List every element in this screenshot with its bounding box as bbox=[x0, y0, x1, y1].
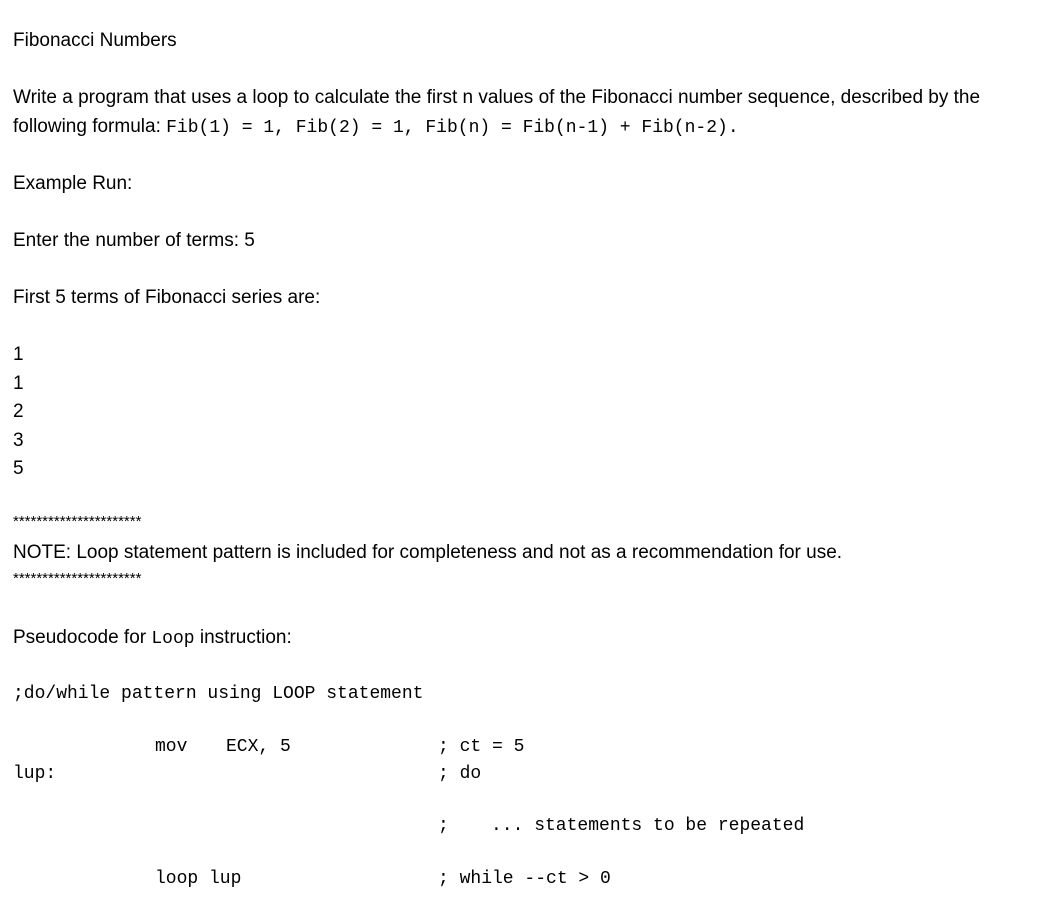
fib-value: 2 bbox=[13, 401, 24, 422]
example-label: Example Run: bbox=[13, 173, 133, 194]
pseudocode-label bbox=[13, 627, 292, 649]
description-prefix: following formula: bbox=[13, 116, 167, 137]
code-body-semicolon: ; bbox=[438, 816, 449, 836]
code-mov-comment: ; ct = 5 bbox=[438, 737, 525, 757]
fib-value: 5 bbox=[13, 458, 24, 479]
code-while-comment: ; while --ct > 0 bbox=[438, 869, 611, 889]
stars-divider-top: ********************** bbox=[13, 513, 142, 530]
code-mov-instruction: mov bbox=[155, 737, 188, 757]
stars-divider-bottom: ********************** bbox=[13, 570, 142, 587]
note-text: NOTE: Loop statement pattern is included for completeness and not as a recommendation for use. bbox=[13, 542, 843, 563]
fib-value: 1 bbox=[13, 373, 24, 394]
code-do-comment: ; do bbox=[438, 764, 482, 784]
code-label-lup: lup: bbox=[13, 764, 57, 784]
example-series-header: First 5 terms of Fibonacci series are: bbox=[13, 287, 321, 308]
code-body-comment: ... statements to be repeated bbox=[491, 816, 805, 836]
pseudocode-label-suffix: instruction: bbox=[194, 627, 292, 648]
fibonacci-formula: Fib(1) = 1, Fib(2) = 1, Fib(n) = Fib(n-1) + Fib(n-2). bbox=[166, 118, 739, 138]
pseudocode-label-prefix: Pseudocode for bbox=[13, 627, 152, 648]
example-prompt: Enter the number of terms: 5 bbox=[13, 230, 255, 251]
pseudocode-label-code: Loop bbox=[151, 629, 195, 649]
code-comment-pattern: ;do/while pattern using LOOP statement bbox=[13, 684, 424, 704]
description-line-1: Write a program that uses a loop to calculate the first n values of the Fibonacci number sequence, described by the bbox=[13, 87, 981, 108]
fib-value: 3 bbox=[13, 430, 24, 451]
code-mov-operand: ECX, 5 bbox=[226, 737, 291, 757]
page-title: Fibonacci Numbers bbox=[13, 30, 177, 51]
fib-value: 1 bbox=[13, 344, 24, 365]
description-line-2 bbox=[13, 116, 739, 138]
code-loop-instruction: loop lup bbox=[155, 869, 242, 889]
